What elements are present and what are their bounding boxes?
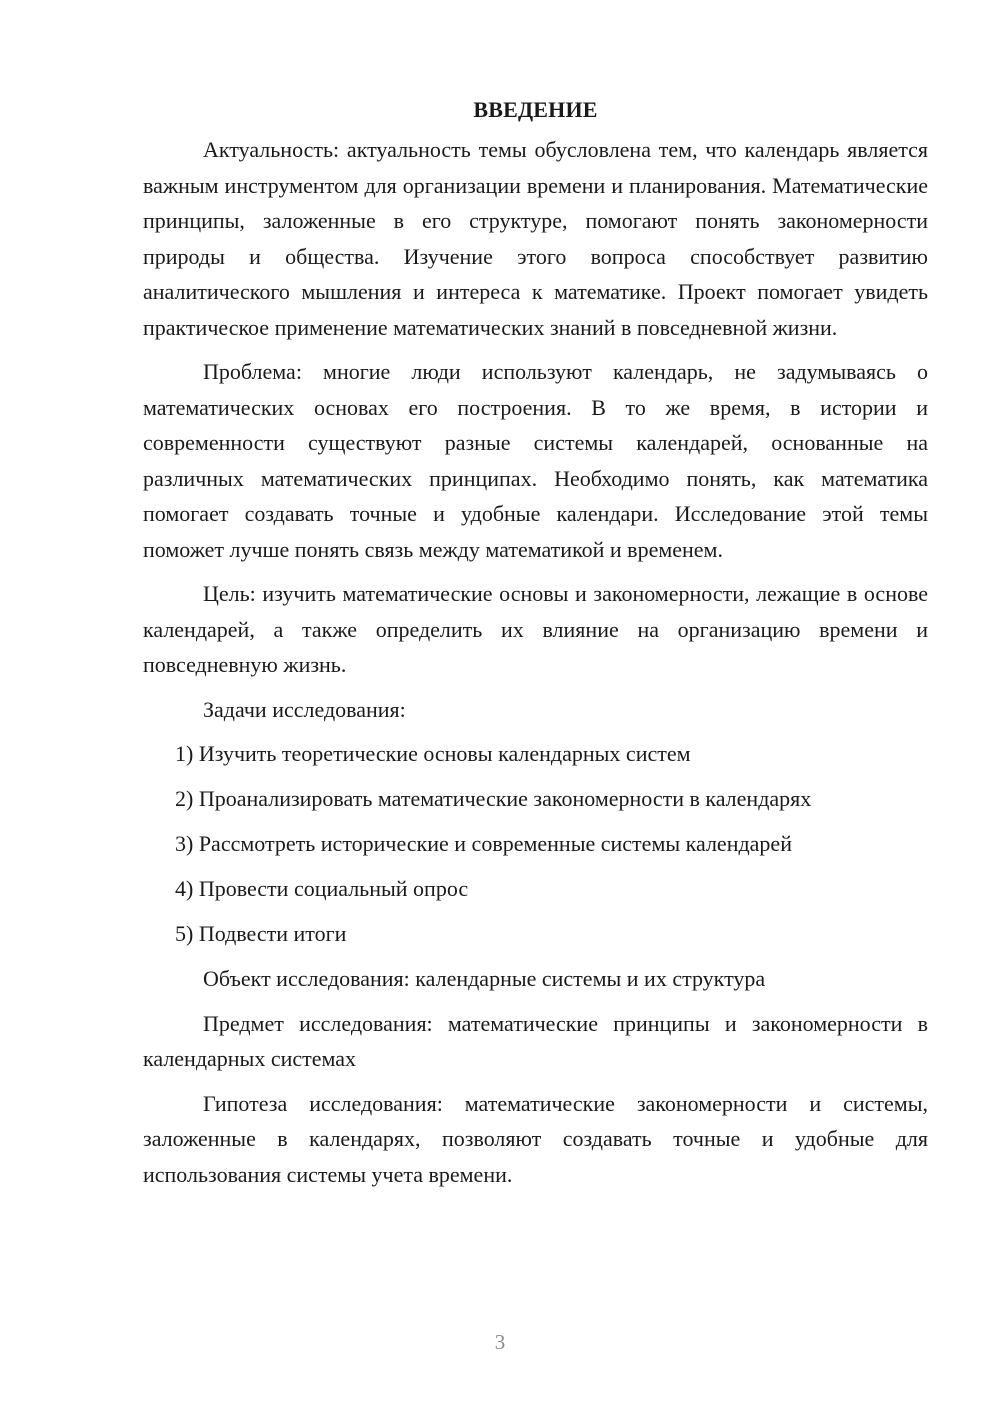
page-title: ВВЕДЕНИЕ <box>473 97 598 122</box>
hypothesis-paragraph: Гипотеза исследования: математические закономерности и системы, заложенные в календарях, позволяют создавать точные и удобные для использования системы учета времени. <box>143 1090 928 1187</box>
goal-paragraph: Цель: изучить математические основы и закономерности, лежащие в основе календарей, а также определить их влияние на организацию времени и повседневную жизнь. <box>143 581 928 677</box>
document-page <box>143 92 928 1201</box>
subject-paragraph: Предмет исследования: математические принципы и закономерности в календарных системах <box>143 1010 928 1071</box>
tasks-list <box>143 736 928 952</box>
list-item: 4) Провести социальный опрос <box>175 876 469 901</box>
list-item: 1) Изучить теоретические основы календарных систем <box>175 741 691 766</box>
problem-paragraph: Проблема: многие люди используют календарь, не задумываясь о математических основах его построения. В то же время, в истории и современности существуют разные системы календарей, основанные на различных математических принципах. Необходимо понять, как математика помогает создавать точные и удобные календари. Исследование этой темы поможет лучше понять связь между математикой и временем. <box>143 359 928 562</box>
object-paragraph: Объект исследования: календарные системы и их структура <box>203 966 766 991</box>
relevance-paragraph: Актуальность: актуальность темы обусловлена тем, что календарь является важным инструментом для организации времени и планирования. Математические принципы, заложенные в его структуре, помогают понять закономерности природы и общества. Изучение этого вопроса способствует развитию аналитического мышления и интереса к математике. Проект помогает увидеть практическое применение математических знаний в повседневной жизни. <box>143 137 928 340</box>
list-item: 5) Подвести итоги <box>175 921 347 946</box>
list-item: 2) Проанализировать математические закономерности в календарях <box>175 786 812 811</box>
page-number: 3 <box>494 1330 506 1354</box>
tasks-title: Задачи исследования: <box>203 696 406 722</box>
list-item: 3) Рассмотреть исторические и современные системы календарей <box>175 831 792 856</box>
